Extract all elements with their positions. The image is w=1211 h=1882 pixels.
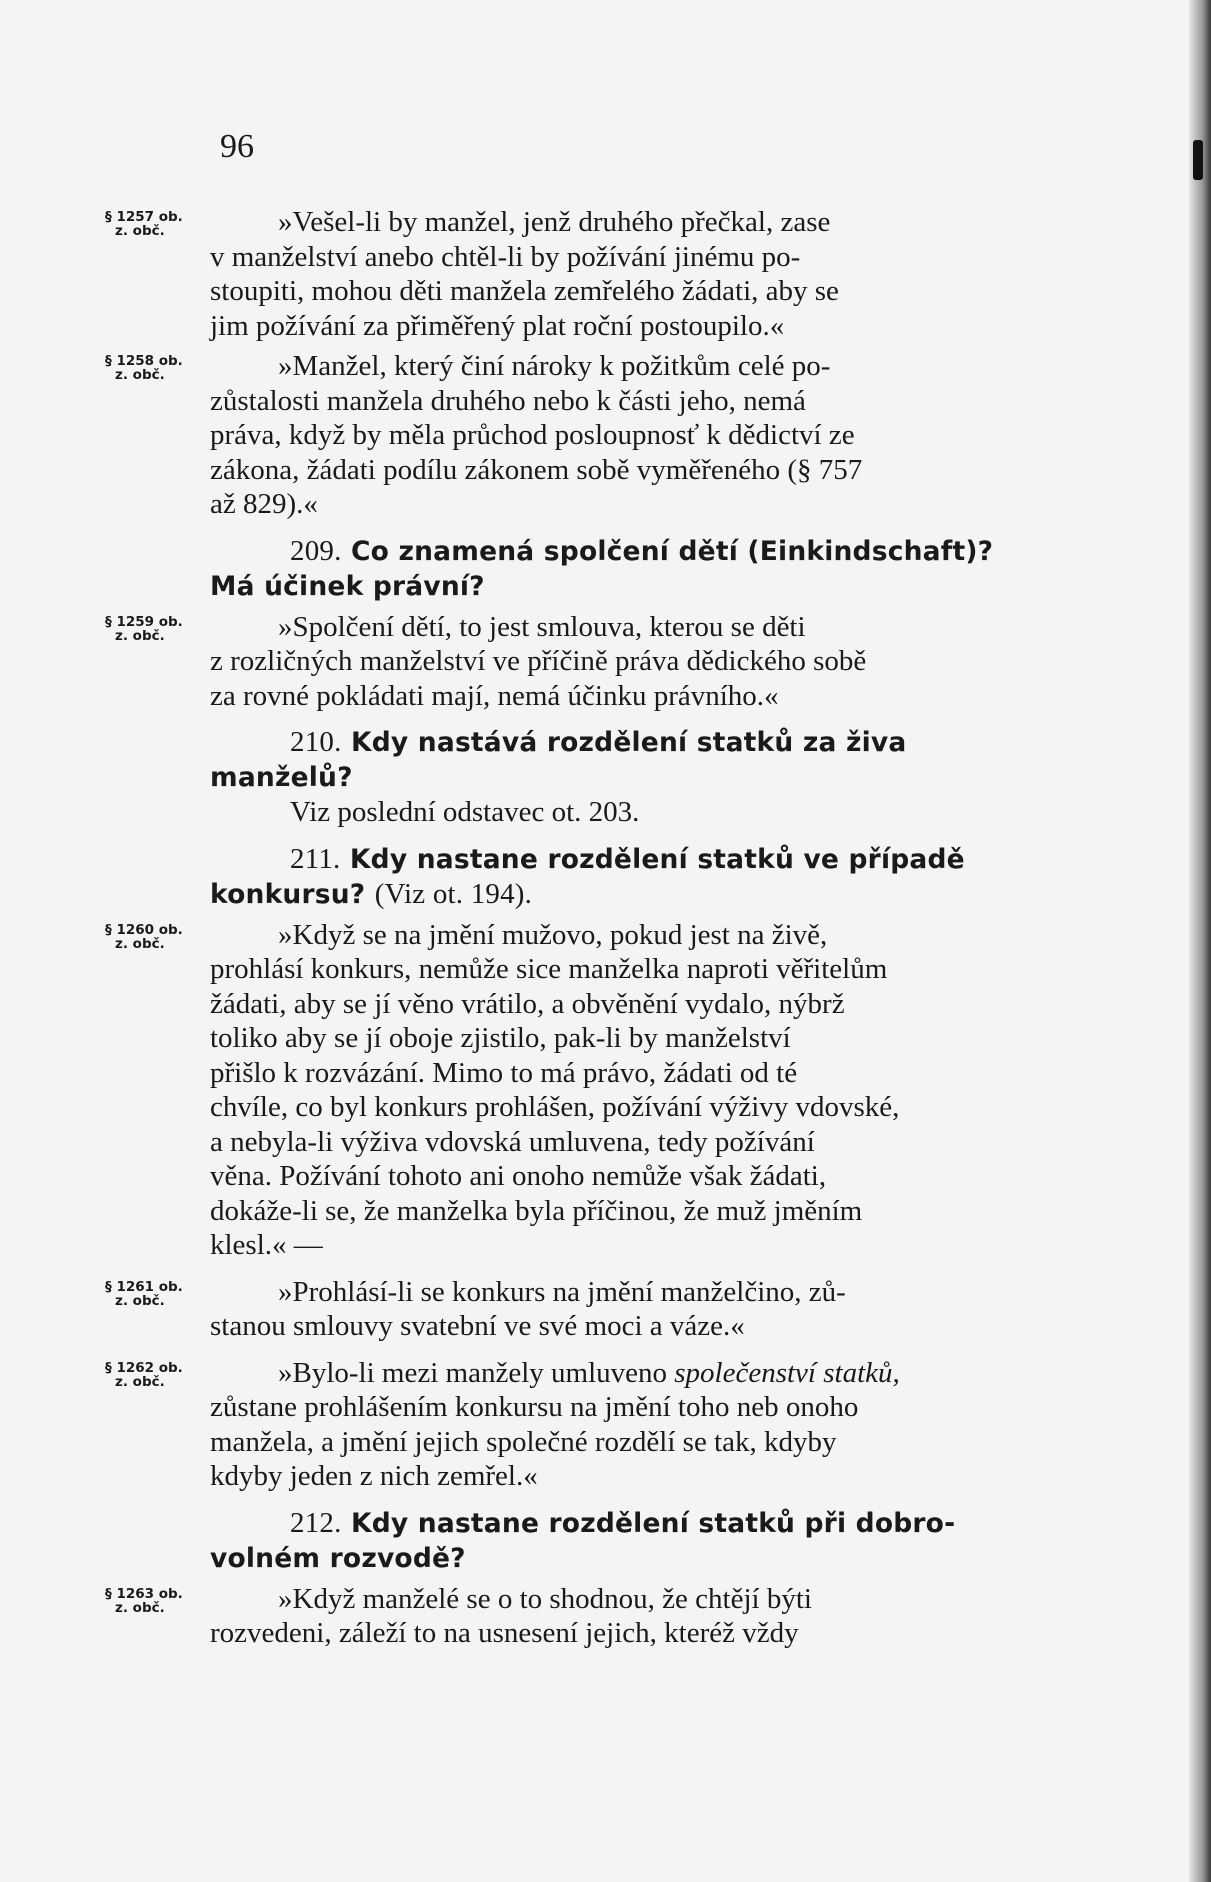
law-reference xyxy=(105,210,210,238)
paragraph-1263 xyxy=(105,1582,1040,1651)
question-number: 209. xyxy=(290,534,342,567)
text-line: stoupiti, mohou děti manžela zemřelého žádati, aby se xyxy=(210,275,839,307)
law-reference-line: z. obč. xyxy=(115,1599,165,1616)
question-heading xyxy=(210,842,1040,912)
text-line: chvíle, co byl konkurs prohlášen, požívání výživy vdovské, xyxy=(210,1091,900,1123)
page-edge xyxy=(1189,0,1211,1882)
italic-term: společenství statků, xyxy=(674,1356,900,1389)
question-title: konkursu? xyxy=(210,878,366,910)
text-line: »Prohlásí-li se konkurs na jmění manželčino, zů- xyxy=(278,1275,846,1308)
text-line: rozvedeni, záleží to na usnesení jejich, kteréž vždy xyxy=(210,1617,799,1649)
law-reference-line: § 1258 ob. xyxy=(105,353,183,369)
text-line: a nebyla-li výživa vdovská umluvena, tedy požívání xyxy=(210,1125,815,1158)
text-line: zákona, žádati podílu zákonem sobě vyměřeného (§ 757 xyxy=(210,453,863,486)
text-line: »Bylo-li mezi manžely umluveno xyxy=(278,1356,675,1389)
question-210 xyxy=(210,725,1040,830)
law-reference-line: § 1262 ob. xyxy=(105,1359,183,1376)
text-line: »Spolčení dětí, to jest smlouva, kterou se děti xyxy=(278,610,806,643)
page-number: 96 xyxy=(220,128,254,165)
text-line: za rovné pokládati mají, nemá účinku právního.« xyxy=(210,679,779,712)
law-reference xyxy=(105,1280,210,1308)
question-title: Kdy nastává rozdělení statků za živa xyxy=(351,727,907,758)
text-line: »Manžel, který činí nároky k požitkům celé po- xyxy=(278,350,831,382)
law-reference xyxy=(105,354,210,382)
law-reference-line: z. obč. xyxy=(115,935,165,952)
question-number: 211. xyxy=(290,842,341,875)
law-reference-line: z. obč. xyxy=(115,1373,165,1390)
text-line: věna. Požívání tohoto ani onoho nemůže však žádati, xyxy=(210,1160,827,1192)
question-title: volném rozvodě? xyxy=(210,1542,466,1574)
law-reference-line: § 1259 ob. xyxy=(105,613,183,630)
text-line: žádati, aby se jí věno vrátilo, a obvěnění vydalo, nýbrž xyxy=(210,987,845,1020)
question-heading xyxy=(210,534,1040,604)
law-reference-line: § 1257 ob. xyxy=(105,209,183,225)
law-reference xyxy=(105,1587,210,1615)
paragraph-text xyxy=(210,610,1040,714)
paragraph-text xyxy=(210,349,1040,522)
law-reference-line: § 1261 ob. xyxy=(105,1278,183,1295)
question-title: Co znamená spolčení dětí (Einkindschaft)? xyxy=(351,535,994,567)
paragraph-1257 xyxy=(105,205,1040,343)
law-reference-line: § 1260 ob. xyxy=(105,921,183,938)
text-line: přišlo k rozvázání. Mimo to má právo, žádati od té xyxy=(210,1056,798,1089)
question-title: Kdy nastane rozdělení statků ve případě xyxy=(349,843,965,875)
text-line: »Když manželé se o to shodnou, že chtějí býti xyxy=(278,1582,812,1615)
question-212 xyxy=(210,1506,1040,1576)
question-number: 212. xyxy=(290,1506,342,1539)
text-line: až 829).« xyxy=(210,488,318,520)
text-line: prohlásí konkurs, nemůže sice manželka naproti věřitelům xyxy=(210,953,888,985)
law-reference-line: z. obč. xyxy=(115,367,165,383)
question-title: Má účinek právní? xyxy=(210,570,485,602)
text-line: práva, když by měla průchod posloupnosť k dědictví ze xyxy=(210,419,855,451)
text-line: zůstalosti manžela druhého nebo k části jeho, nemá xyxy=(210,384,806,417)
law-reference-line: § 1263 ob. xyxy=(105,1585,183,1602)
text-line: »Vešel-li by manžel, jenž druhého přečkal, zase xyxy=(278,206,831,238)
paragraph-text xyxy=(210,918,1040,1263)
question-211 xyxy=(210,842,1040,912)
law-reference xyxy=(105,1361,210,1389)
text-line: v manželství anebo chtěl-li by požívání jinému po- xyxy=(210,240,801,273)
paragraph-1259 xyxy=(105,610,1040,714)
text-line: kdyby jeden z nich zemřel.« xyxy=(210,1460,538,1492)
paragraph-1262 xyxy=(105,1356,1040,1494)
question-title: Kdy nastane rozdělení statků při dobro- xyxy=(351,1507,956,1539)
law-reference-line: z. obč. xyxy=(115,1292,165,1309)
text-line: klesl.« — xyxy=(210,1229,323,1261)
text-line: manžela, a jmění jejich společné rozdělí se tak, kdyby xyxy=(210,1425,837,1458)
question-answer: Viz poslední odstavec ot. 203. xyxy=(290,796,640,828)
paragraph-text xyxy=(210,1275,1040,1344)
paragraph-1260 xyxy=(105,918,1040,1263)
question-209 xyxy=(210,534,1040,604)
text-line: z rozličných manželství ve příčině práva dědického sobě xyxy=(210,645,867,677)
edge-mark xyxy=(1193,140,1203,180)
text-line: dokáže-li se, že manželka byla příčinou, že muž jměním xyxy=(210,1194,863,1227)
question-heading xyxy=(210,725,1040,795)
paragraph-1261 xyxy=(105,1275,1040,1344)
paragraph-text xyxy=(210,1582,1040,1651)
question-heading xyxy=(210,1506,1040,1576)
paragraph-1258 xyxy=(105,349,1040,522)
text-line: jim požívání za přiměřený plat roční postoupilo.« xyxy=(210,309,785,342)
law-reference-line: z. obč. xyxy=(115,223,165,239)
page-content xyxy=(105,205,1040,1651)
law-reference xyxy=(105,615,210,643)
question-reference: (Viz ot. 194). xyxy=(374,877,533,910)
text-line: zůstane prohlášením konkursu na jmění toho neb onoho xyxy=(210,1391,859,1423)
text-line: stanou smlouvy svatební ve své moci a váze.« xyxy=(210,1310,745,1342)
law-reference-line: z. obč. xyxy=(115,627,165,644)
question-number: 210. xyxy=(290,726,342,758)
question-title: manželů? xyxy=(210,762,353,793)
law-reference xyxy=(105,923,210,951)
text-line: toliko aby se jí oboje zjistilo, pak-li by manželství xyxy=(210,1022,791,1054)
paragraph-text xyxy=(210,1356,1040,1494)
paragraph-text xyxy=(210,205,1040,343)
text-line: »Když se na jmění mužovo, pokud jest na živě, xyxy=(278,918,828,951)
